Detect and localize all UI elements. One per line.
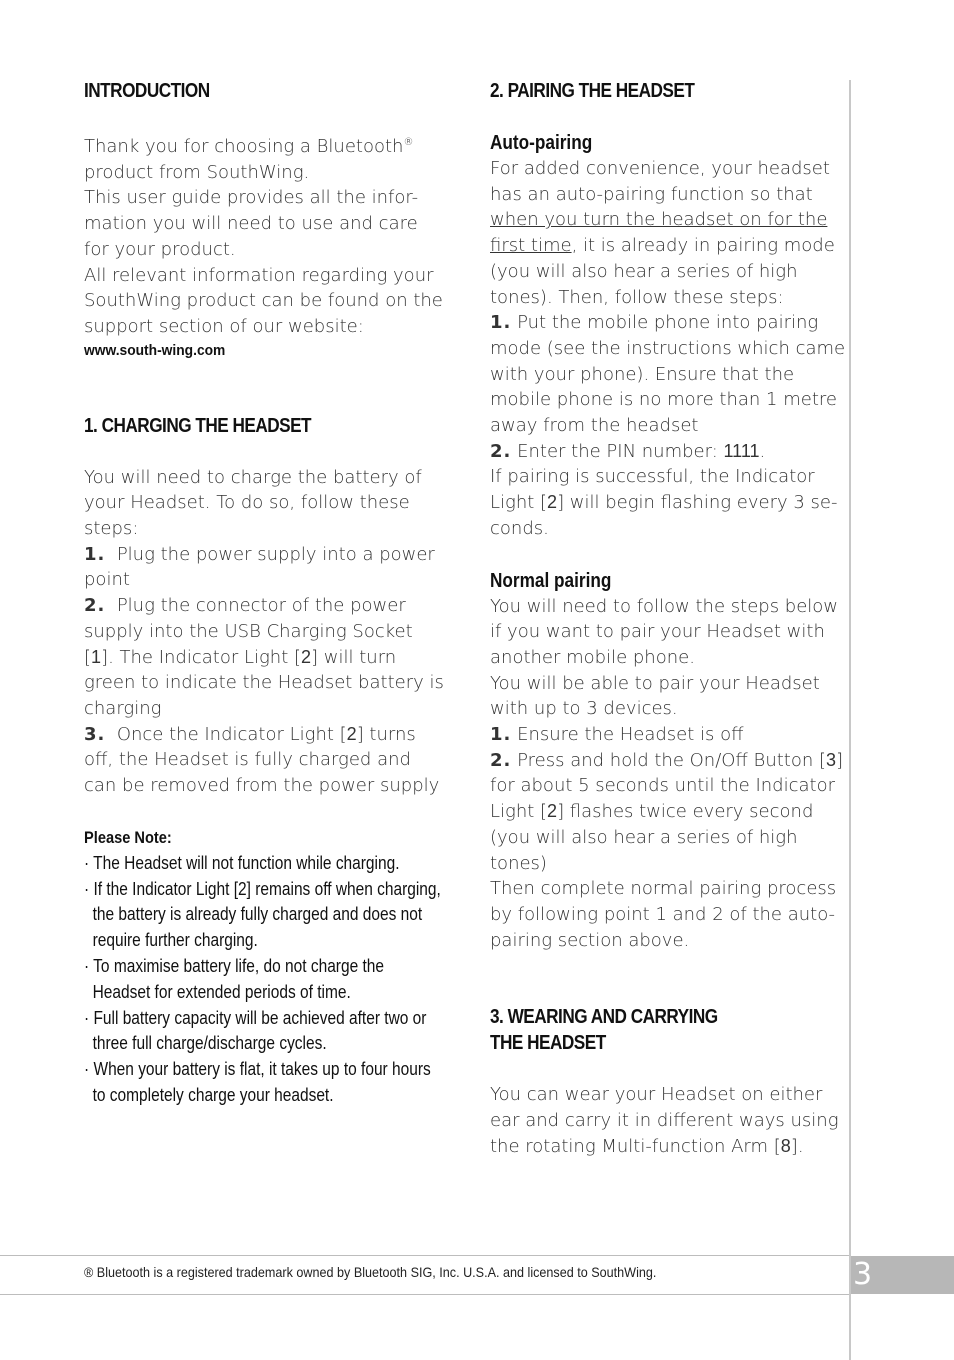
website-link[interactable]: www.south-wing.com [84, 341, 226, 359]
page-edge-rule [849, 80, 851, 1360]
step-number: 2. [490, 440, 512, 462]
step-text: ] for about 5 seconds until the Indicator Light [ [490, 749, 844, 823]
note-item: · To maximise battery life, do not charge the Headset for extended periods of time. [84, 955, 385, 1002]
text: , it is already in pairing mode (you will also hear a series of high tones). Then, follow these steps: [490, 235, 835, 308]
step-number: 1. [490, 312, 512, 334]
intro-line: Thank you for choosing a Bluetooth [84, 136, 404, 157]
step-text: ]. The Indicator Light [ [101, 646, 302, 668]
note-item: · If the Indicator Light [2] remains off when charging, the battery is already fully charged and does not require further charging. [84, 878, 441, 951]
normal-paragraph: You will need to follow the steps below if you want to pair your Headset with another mobile phone. [490, 595, 839, 668]
trademark-note: ® Bluetooth is a registered trademark owned by Bluetooth SIG, Inc. U.S.A. and licensed to SouthWing. [84, 1264, 657, 1280]
wearing-heading [490, 1004, 798, 1056]
pairing-heading: 2. PAIRING THE HEADSET [490, 80, 695, 102]
normal-step-1 [490, 722, 848, 748]
registered-mark: ® [403, 137, 414, 148]
charging-heading: 1. CHARGING THE HEADSET [84, 414, 312, 437]
charging-step-3 [84, 722, 444, 799]
step-text: Put the mobile phone into pairing mode (see the instructions which came with your phone). Ensure that the mobile phone is no more than 1 metre away from the headset [490, 312, 846, 437]
auto-step-2 [490, 439, 848, 465]
step-text: Enter the PIN number: [517, 440, 724, 462]
step-text: Plug the power supply into a power point [84, 543, 435, 591]
step-text: . [759, 440, 766, 462]
note-item: · The Headset will not function while charging. [84, 852, 400, 873]
text: If pairing is successful, the Indicator Light [ [490, 466, 815, 514]
step-number: 2. [84, 595, 106, 617]
step-text: ] will turn green to indicate the Headset battery is charging [84, 646, 444, 719]
wearing-text [490, 1082, 848, 1159]
auto-pairing-text [490, 156, 848, 542]
step-number: 2. [490, 749, 512, 771]
heading-line: 3. WEARING AND CARRYING [490, 1006, 718, 1029]
charging-text [84, 465, 444, 799]
pin-number: 1111 [723, 440, 760, 461]
right-column [490, 78, 848, 1160]
note-item: · Full battery capacity will be achieved after two or three full charge/discharge cycles. [84, 1007, 427, 1054]
normal-step-2 [490, 748, 848, 877]
part-ref: 2 [346, 723, 357, 744]
step-number: 3. [84, 723, 106, 745]
please-note-list [84, 851, 445, 1109]
step-text: Plug the connector of the power supply into the USB Charging Socket [ [84, 595, 413, 668]
intro-paragraph: All relevant information regarding your SouthWing product can be found on the support section of our website: [84, 264, 443, 337]
step-text: ] turns off, the Headset is fully charged and can be removed from the power supply [84, 723, 440, 797]
charging-step-2 [84, 593, 444, 722]
footer-bottom-rule [0, 1294, 849, 1295]
step-text: Once the Indicator Light [ [116, 723, 347, 745]
normal-pairing-title: Normal pairing [490, 569, 612, 592]
auto-step-1 [490, 310, 848, 439]
text: ]. [790, 1135, 804, 1157]
text: You can wear your Headset on either ear and carry it in different ways using the rotating Multi-function Arm [ [490, 1084, 839, 1157]
normal-paragraph: You will be able to pair your Headset with up to 3 devices. [490, 672, 820, 720]
part-ref: 3 [826, 749, 837, 770]
normal-paragraph: Then complete normal pairing process by following point 1 and 2 of the auto-pairing section above. [490, 878, 837, 951]
charging-step-1 [84, 542, 444, 593]
please-note-title: Please Note: [84, 827, 172, 847]
page-number: 3 [851, 1256, 954, 1294]
intro-line: product from SouthWing. [84, 161, 310, 183]
step-number: 1. [84, 543, 106, 565]
part-ref: 1 [91, 646, 102, 667]
step-number: 1. [490, 724, 512, 746]
auto-pairing-intro [490, 156, 848, 310]
part-ref: 2 [547, 492, 558, 513]
footer-top-rule [0, 1255, 849, 1256]
note-item: · When your battery is flat, it takes up to four hours to completely charge your headset. [84, 1059, 431, 1105]
auto-result [490, 464, 848, 541]
underlined-text: when you turn the headset on for the first time [490, 209, 828, 257]
normal-pairing-text [490, 594, 848, 954]
text: ] will begin flashing every 3 se-conds. [490, 492, 838, 539]
part-ref: 8 [780, 1135, 791, 1156]
introduction-heading: INTRODUCTION [84, 80, 210, 102]
heading-line: THE HEADSET [490, 1032, 606, 1055]
step-text: Ensure the Headset is off [517, 724, 744, 746]
auto-pairing-title: Auto-pairing [490, 132, 593, 154]
left-column [84, 78, 444, 1109]
charging-intro: You will need to charge the battery of your Headset. To do so, follow these steps: [84, 466, 422, 540]
step-text: ] flashes twice every second (you will also hear a series of high tones) [490, 801, 814, 874]
text: For added convenience, your headset has an auto-pairing function so that [490, 158, 830, 205]
intro-paragraph: This user guide provides all the infor-mation you will need to use and care for your product. [84, 187, 419, 260]
part-ref: 2 [547, 801, 558, 822]
introduction-text [84, 130, 444, 340]
step-text: Press and hold the On/Off Button [ [517, 749, 827, 771]
part-ref: 2 [301, 646, 312, 667]
